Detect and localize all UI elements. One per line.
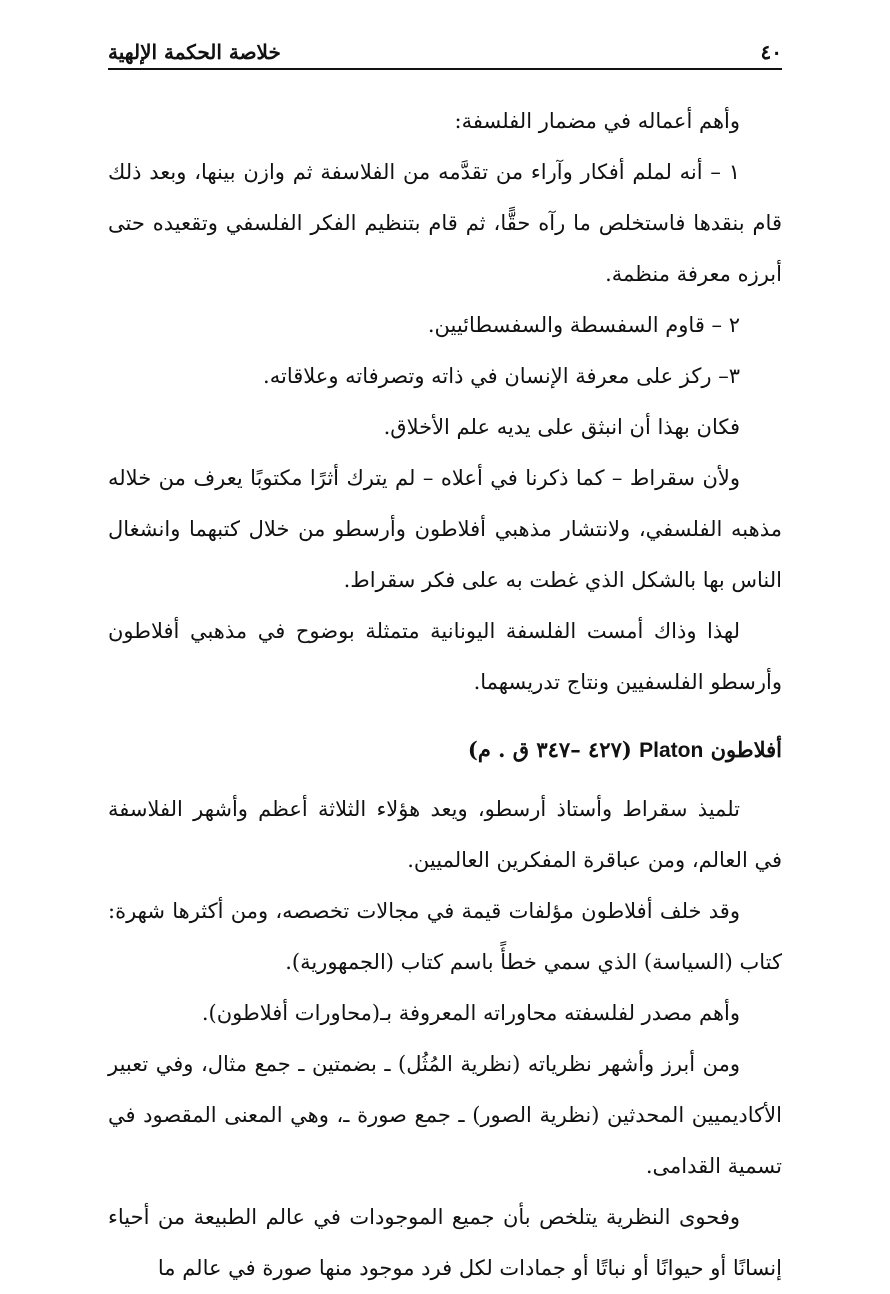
page-body (108, 96, 782, 1294)
page-number: ٤٠ (760, 40, 782, 64)
paragraph: تلميذ سقراط وأستاذ أرسطو، ويعد هؤلاء الثلاثة أعظم وأشهر الفلاسفة في العالم، ومن عباقرة المفكرين العالميين. (108, 797, 782, 872)
paragraph: ٣– ركز على معرفة الإنسان في ذاته وتصرفاته وعلاقاته. (263, 364, 740, 388)
heading-name-latin: Platon (639, 739, 704, 762)
paragraph: ١ – أنه لملم أفكار وآراء من تقدَّمه من الفلاسفة ثم وازن بينها، وبعد ذلك قام بنقدها فاستخلص ما رآه حقًّا، ثم قام بتنظيم الفكر الفلسفي وتقعيده حتى أبرزه معرفة منظمة. (108, 160, 782, 286)
paragraph: وأهم أعماله في مضمار الفلسفة: (454, 109, 740, 133)
paragraph: وفحوى النظرية يتلخص بأن جميع الموجودات في عالم الطبيعة من أحياء إنسانًا أو حيوانًا أو نباتًا أو جمادات لكل فرد موجود منها صورة في عالم ما (108, 1205, 782, 1280)
paragraph: ٢ – قاوم السفسطة والسفسطائيين. (427, 313, 740, 337)
paragraph: وقد خلف أفلاطون مؤلفات قيمة في مجالات تخصصه، ومن أكثرها شهرة: كتاب (السياسة) الذي سمي خطأً باسم كتاب (الجمهورية). (108, 899, 782, 974)
paragraph: لهذا وذاك أمست الفلسفة اليونانية متمثلة بوضوح في مذهبي أفلاطون وأرسطو الفلسفيين ونتاج تدريسهما. (108, 619, 782, 694)
heading-dates: (٤٢٧ –٣٤٧ ق . م) (467, 737, 632, 762)
section-heading (108, 724, 782, 776)
paragraph: ومن أبرز وأشهر نظرياته (نظرية المُثُل) ـ بضمتين ـ جمع مثال، وفي تعبير الأكاديميين المحدثين (نظرية الصور) ـ جمع صورة ـ، وهي المعنى المقصود في تسمية القدامى. (108, 1052, 782, 1178)
paragraph: وأهم مصدر لفلسفته محاوراته المعروفة بـ(محاورات أفلاطون). (201, 1001, 740, 1025)
running-title: خلاصة الحكمة الإلهية (108, 40, 281, 64)
heading-name-arabic: أفلاطون (710, 737, 782, 762)
running-header (108, 30, 782, 70)
paragraph: فكان بهذا أن انبثق على يديه علم الأخلاق. (383, 415, 740, 439)
paragraph: ولأن سقراط – كما ذكرنا في أعلاه – لم يترك أثرًا مكتوبًا يعرف من خلاله مذهبه الفلسفي، ولانتشار مذهبي أفلاطون وأرسطو من خلال كتبهما وانشغال الناس بها بالشكل الذي غطت به على فكر سقراط. (108, 466, 782, 592)
